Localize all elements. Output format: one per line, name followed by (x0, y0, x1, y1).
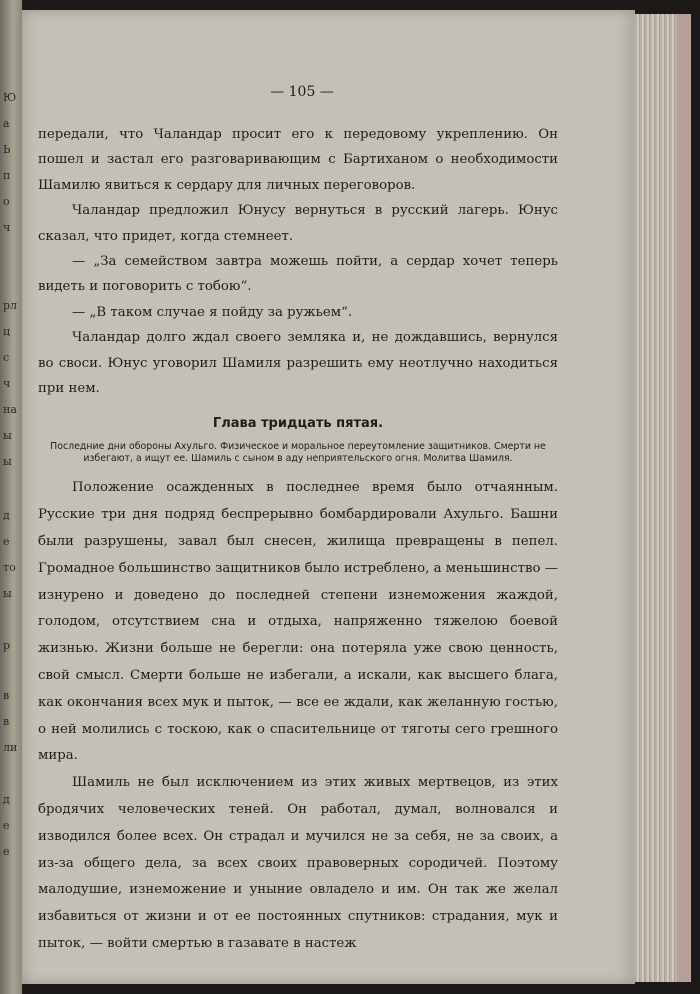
margin-fragment: д (3, 509, 10, 522)
chapter-title: Глава тридцать пятая. (212, 416, 384, 432)
margin-fragment: р (3, 639, 11, 652)
margin-fragment: в (3, 689, 10, 702)
margin-fragment: ц (3, 325, 11, 338)
margin-fragment: о (3, 195, 10, 208)
margin-fragment: в (3, 715, 10, 728)
margin-fragment: ли (3, 741, 18, 754)
paragraph-2: Чаландар предложил Юнусу вернуться в русский лагерь. Юнус сказал, что придет, когда стемнеет. (38, 203, 558, 244)
margin-fragment: рл (3, 299, 18, 312)
margin-fragment: то (3, 561, 16, 574)
adjacent-page-strip (0, 0, 22, 994)
margin-fragment: Ь (3, 143, 11, 156)
margin-fragment: е (3, 819, 10, 832)
margin-fragment: Ю (3, 91, 17, 104)
book-page (22, 10, 635, 984)
paragraph-4: — „В таком случае я пойду за ружьем“. (72, 304, 353, 320)
margin-fragment: п (3, 169, 11, 182)
margin-fragment: ч (3, 221, 11, 234)
paragraph-1: передали, что Чаландар просит его к передовому укреплению. Он пошел и застал его разговаривающим с Бартиханом о необходимости Шамилю явиться к сердару для личных переговоров. (38, 127, 558, 193)
margin-fragment: д (3, 793, 10, 806)
paragraph-5: Чаландар долго ждал своего земляка и, не дождавшись, вернулся во своси. Юнус уговорил Шамиля разрешить ему неотлучно находиться при нем. (38, 330, 558, 397)
margin-fragment: ы (3, 429, 12, 442)
page-edges (635, 14, 677, 982)
margin-fragment: е (3, 845, 10, 858)
margin-fragment: с (3, 351, 10, 364)
page-body (38, 122, 558, 958)
margin-fragment: на (3, 403, 17, 416)
margin-fragment: е (3, 535, 10, 548)
chapter-summary: Последние дни обороны Ахульго. Физическое и моральное переутомление защитников. Смерти не избегают, а ищут ее. Шамиль с сыном в аду неприятельского огня. Молитва Шамиля. (50, 441, 546, 465)
page-number: — 105 — (270, 84, 334, 100)
margin-fragment: ч (3, 377, 11, 390)
margin-fragment: ы (3, 587, 12, 600)
margin-fragment: а (3, 117, 10, 130)
margin-fragment: ы (3, 455, 12, 468)
book-cover-edge (677, 14, 691, 982)
paragraph-7: Шамиль не был исключением из этих живых мертвецов, из этих бродячих человеческих теней. Он работал, думал, волновался и изводился более всех. Он страдал и мучился не за себя, не за своих, а из-за общего дела, за всех своих правоверных сородичей. Поэтому малодушие, изнеможение и уныние овладело и им. Он так же желал избавиться от жизни и от ее постоянных спутников: страдания, мук и пыток, — войти смертью в газавате в настеж (38, 775, 558, 952)
paragraph-6: Положение осажденных в последнее время было отчаянным. Русские три дня подряд беспрерывно бомбардировали Ахульго. Башни были разрушены, завал был снесен, жилища превращены в пепел. Громадное большинство защитников было истреблено, а меньшинство — изнурено и доведено до последней степени изнеможения жаждой, голодом, отсутствием сна и отдыха, напряженно тяжелою боевой жизнью. Жизни больше не берегли: она потеряла уже свою ценность, свой смысл. Смерти больше не избегали, а искали, как высшего блага, как окончания всех мук и пыток, — все ее ждали, как желанную гостью, о ней молились с тоскою, как о спасительнице от тяготы сего грешного мира. (38, 480, 558, 764)
paragraph-3: — „За семейством завтра можешь пойти, а сердар хочет теперь видеть и поговорить с тобою“. (38, 254, 558, 295)
